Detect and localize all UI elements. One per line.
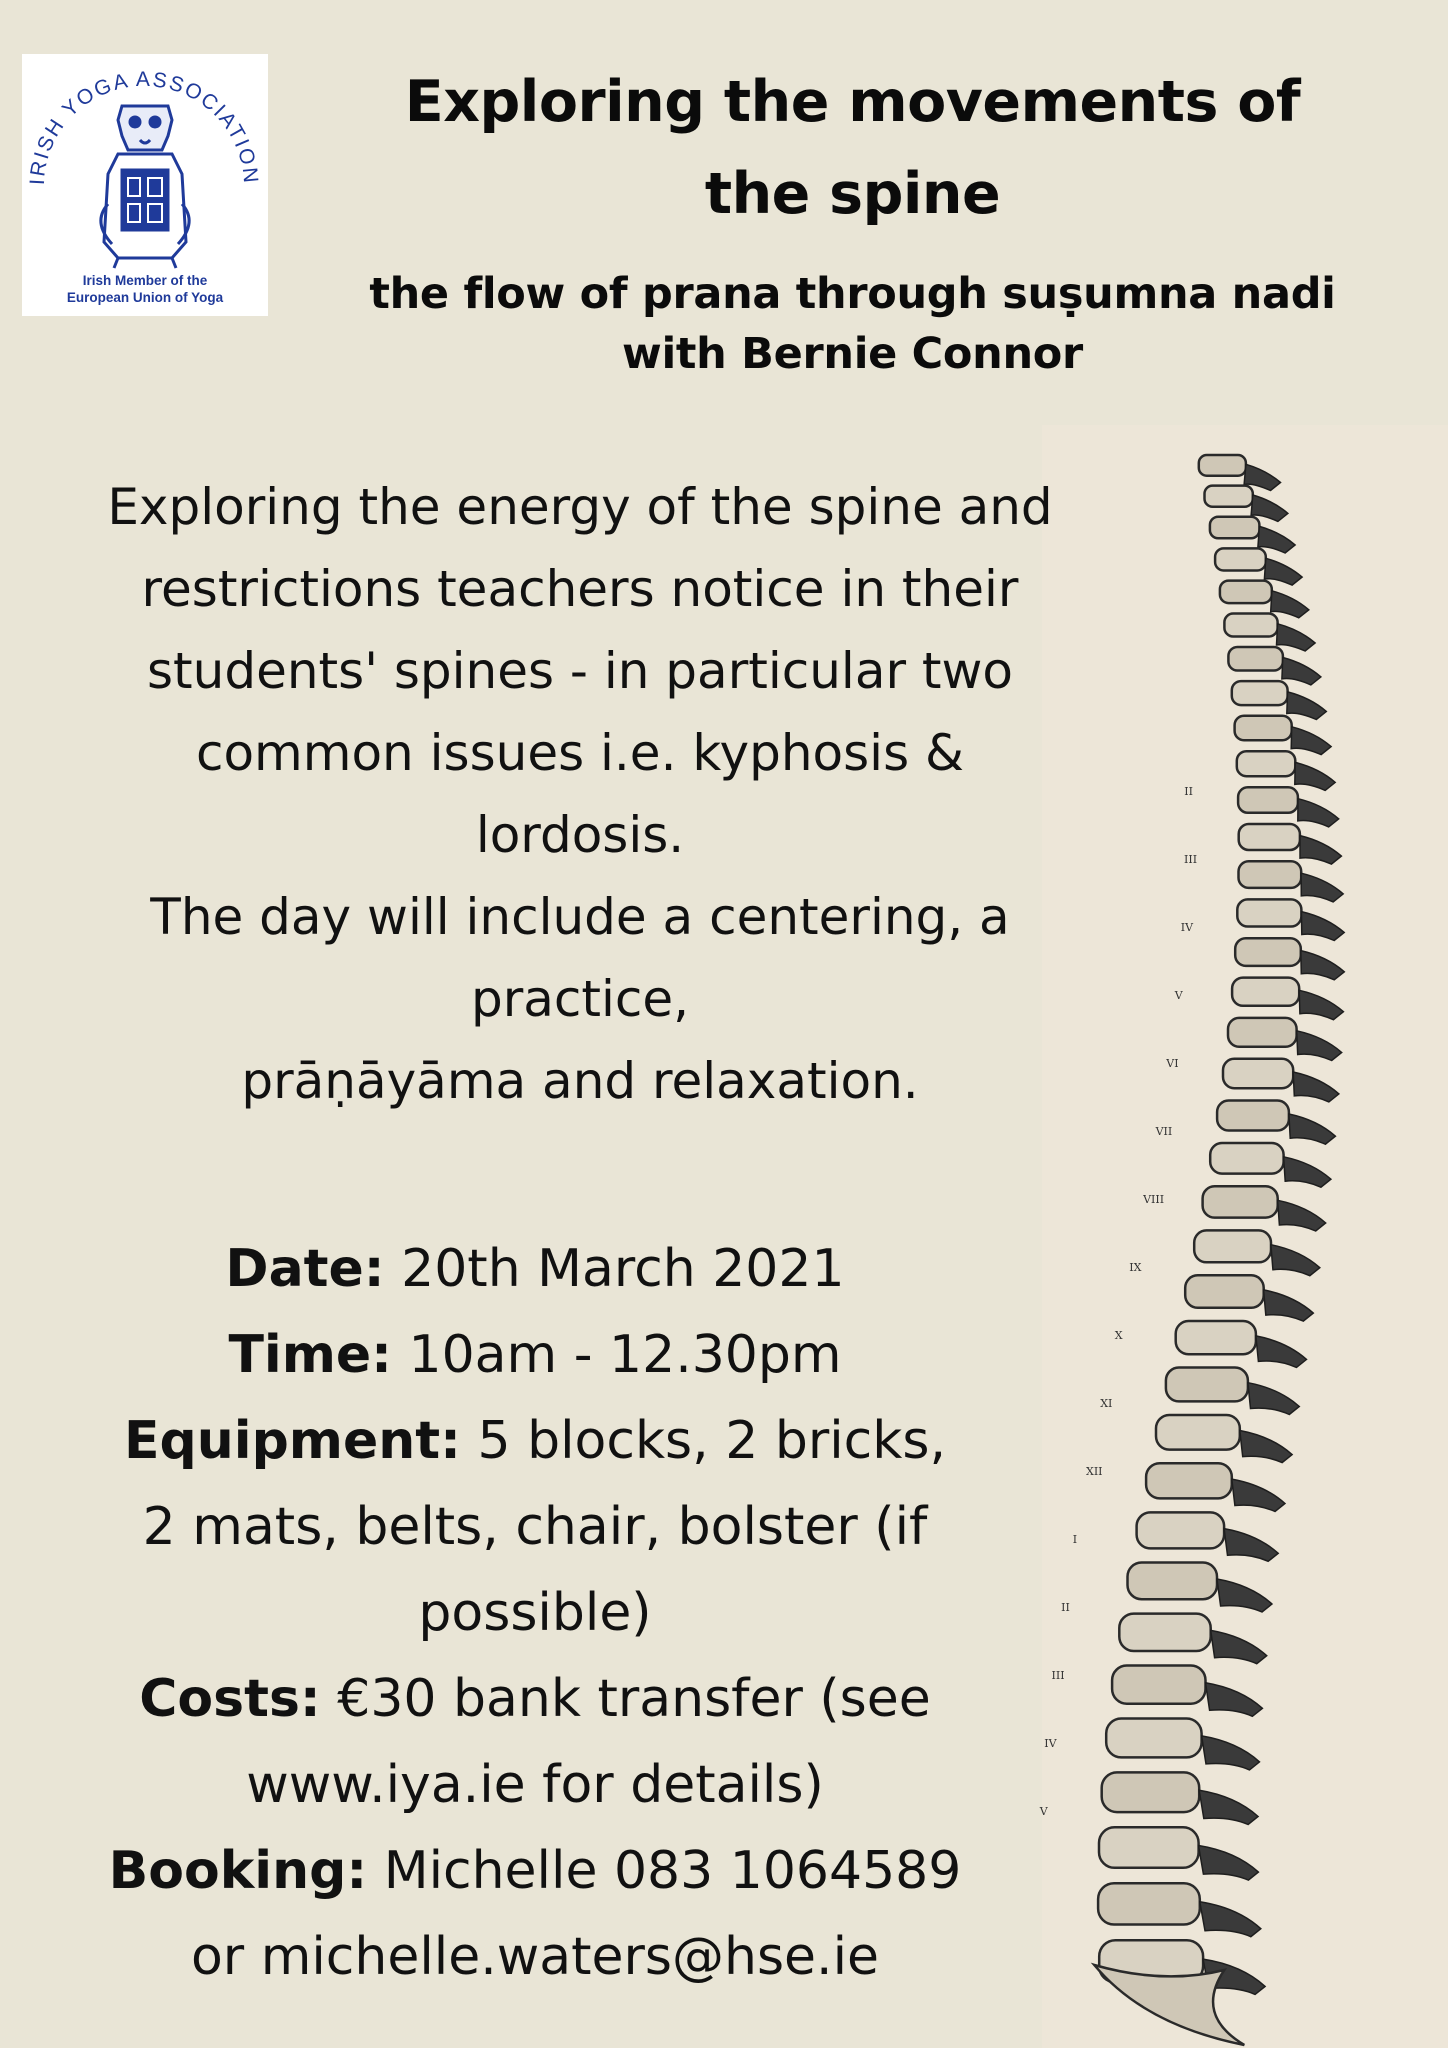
vertebra-label: VI (1166, 1057, 1179, 1070)
vertebra (1098, 1883, 1200, 1924)
vertebra-process (1200, 1902, 1261, 1937)
equipment-value-line3: possible) (418, 1583, 652, 1643)
vertebra (1238, 787, 1298, 813)
vertebra-label: V (1039, 1805, 1048, 1818)
equipment-label: Equipment: (124, 1411, 461, 1471)
time-value: 10am - 12.30pm (391, 1325, 842, 1385)
vertebra-label: VIII (1143, 1193, 1165, 1206)
vertebra-process (1217, 1579, 1272, 1612)
page-title-line2: the spine (704, 161, 1001, 227)
vertebra-label: IX (1129, 1261, 1142, 1274)
vertebra (1156, 1415, 1240, 1450)
equipment-value: 5 blocks, 2 bricks, (460, 1411, 946, 1471)
vertebra (1099, 1827, 1199, 1868)
vertebra-process (1206, 1683, 1263, 1717)
booking-value: Michelle 083 1064589 (367, 1841, 962, 1901)
vertebra-process (1258, 526, 1295, 553)
time-row (40, 1312, 1030, 1398)
vertebra (1239, 861, 1302, 888)
vertebra (1237, 751, 1296, 776)
description-line: prāṇāyāma and relaxation. (241, 1052, 919, 1110)
vertebra (1232, 681, 1288, 705)
vertebra (1220, 581, 1272, 604)
booking-label: Booking: (108, 1841, 368, 1901)
vertebra (1176, 1321, 1256, 1354)
vertebra-process (1301, 951, 1345, 980)
vertebra (1205, 486, 1253, 507)
vertebra-process (1289, 1114, 1336, 1144)
vertebra-process (1277, 624, 1316, 651)
vertebra-process (1211, 1630, 1267, 1663)
description-line: The day will include a centering, a (150, 888, 1010, 946)
vertebra (1112, 1666, 1205, 1704)
vertebra-label: X (1114, 1329, 1123, 1342)
vertebra-process (1248, 1383, 1299, 1415)
vertebra-process (1199, 1790, 1258, 1824)
vertebra-label: IV (1180, 921, 1194, 934)
vertebra (1228, 647, 1283, 671)
time-label: Time: (228, 1325, 392, 1385)
vertebra (1224, 614, 1277, 637)
logo-arc-text: IRISH YOGA ASSOCIATION (25, 67, 263, 186)
description-line: practice, (470, 970, 690, 1028)
vertebra-label: III (1184, 853, 1198, 866)
vertebra-label: II (1184, 785, 1194, 798)
irish-yoga-association-logo (22, 54, 268, 316)
vertebra (1146, 1463, 1232, 1498)
description-line: lordosis. (475, 806, 685, 864)
vertebra-label: I (1072, 1533, 1078, 1546)
vertebra-process (1232, 1479, 1285, 1511)
costs-label: Costs: (139, 1669, 321, 1729)
vertebra (1215, 548, 1266, 570)
subtitle-line2: with Bernie Connor (622, 329, 1083, 379)
vertebra-process (1278, 1200, 1326, 1231)
vertebra (1102, 1772, 1200, 1812)
vertebra-process (1293, 1072, 1339, 1102)
equipment-row (40, 1398, 1030, 1484)
description-line: Exploring the energy of the spine and (107, 478, 1053, 536)
logo-figure (101, 106, 189, 268)
equipment-value-line2: 2 mats, belts, chair, bolster (if (142, 1497, 928, 1557)
vertebra-process (1284, 1157, 1331, 1187)
costs-row (40, 1656, 1030, 1742)
vertebra-process (1297, 1031, 1342, 1061)
booking-row (40, 1828, 1030, 1914)
vertebra (1137, 1512, 1225, 1548)
vertebra-process (1240, 1431, 1292, 1463)
vertebra (1235, 938, 1301, 966)
vertebra-label: XI (1100, 1397, 1113, 1410)
vertebra (1210, 1143, 1283, 1174)
vertebra (1106, 1719, 1201, 1758)
vertebra-label: XII (1086, 1465, 1103, 1478)
vertebra-process (1298, 799, 1339, 827)
vertebra-process (1264, 558, 1302, 585)
vertebra (1235, 716, 1292, 741)
vertebra-label: IV (1044, 1737, 1057, 1750)
vertebra-process (1301, 873, 1343, 902)
date-value: 20th March 2021 (384, 1239, 845, 1299)
vertebra-label: II (1061, 1601, 1070, 1614)
vertebra (1217, 1101, 1289, 1131)
vertebra-process (1287, 692, 1327, 720)
vertebra-process (1300, 836, 1341, 865)
costs-value: €30 bank transfer (see (320, 1669, 931, 1729)
vertebra (1210, 517, 1260, 539)
vertebra (1199, 455, 1246, 476)
vertebra (1185, 1275, 1264, 1308)
vertebra (1119, 1614, 1210, 1651)
logo-caption-line2: European Union of Yoga (66, 290, 224, 305)
logo-caption-line1: Irish Member of the (82, 273, 208, 288)
vertebra-process (1271, 1245, 1320, 1276)
vertebra-process (1202, 1736, 1260, 1770)
vertebra-process (1301, 912, 1344, 941)
costs-value-line2: www.iya.ie for details) (246, 1755, 824, 1815)
vertebra (1166, 1368, 1248, 1402)
vertebra (1194, 1230, 1271, 1262)
description-line: students' spines - in particular two (147, 642, 1013, 700)
vertebra-process (1199, 1846, 1259, 1881)
booking-value-line2: or michelle.waters@hse.ie (190, 1927, 880, 1987)
page-title-line1: Exploring the movements of (404, 69, 1301, 135)
vertebra-process (1282, 658, 1321, 685)
date-label: Date: (225, 1239, 385, 1299)
description-line: restrictions teachers notice in their (141, 560, 1019, 618)
vertebra-process (1256, 1336, 1307, 1368)
vertebra (1232, 978, 1299, 1006)
vertebra (1228, 1018, 1297, 1047)
vertebra-process (1295, 762, 1335, 790)
vertebra-process (1264, 1290, 1314, 1321)
vertebra (1239, 824, 1300, 850)
vertebra-label: VII (1155, 1125, 1173, 1138)
vertebra-process (1291, 727, 1331, 755)
vertebra (1223, 1059, 1293, 1088)
spine-vertebrae (1094, 455, 1344, 2045)
vertebra-process (1299, 990, 1343, 1019)
vertebra (1128, 1563, 1218, 1600)
vertebra (1203, 1186, 1278, 1217)
subtitle-line1: the flow of prana through suṣumna nadi (369, 269, 1336, 319)
vertebra-process (1271, 591, 1309, 618)
vertebra-process (1224, 1529, 1278, 1562)
description-line: common issues i.e. kyphosis & (195, 724, 965, 782)
vertebra (1237, 899, 1301, 926)
vertebra-label: V (1174, 989, 1183, 1002)
date-row (40, 1226, 1030, 1312)
vertebra-label: III (1051, 1669, 1065, 1682)
